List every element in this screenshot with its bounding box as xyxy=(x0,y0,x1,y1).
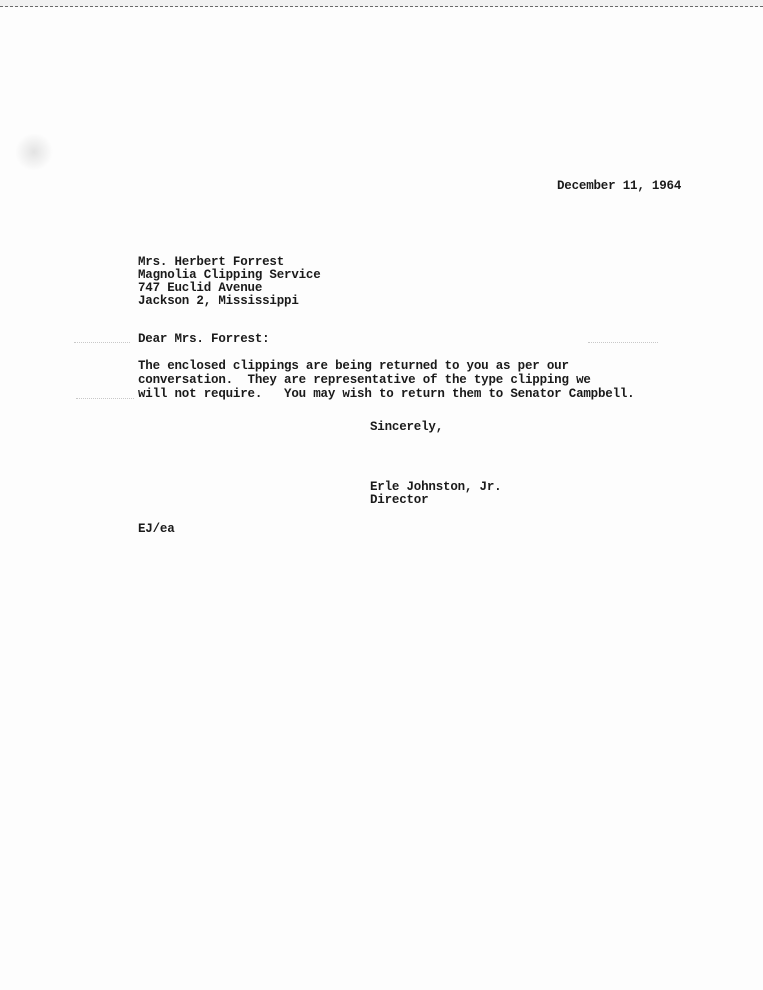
signer-title: Director xyxy=(370,493,429,507)
scan-mark xyxy=(588,342,658,343)
body-line: conversation. They are representative of the type clipping we xyxy=(138,373,591,387)
scan-smudge xyxy=(14,134,54,170)
body-line: will not require. You may wish to return them to Senator Campbell. xyxy=(138,387,635,401)
salutation: Dear Mrs. Forrest: xyxy=(138,332,270,346)
scan-mark xyxy=(74,342,130,343)
closing: Sincerely, xyxy=(370,420,444,434)
scan-mark xyxy=(76,398,134,399)
recipient-name: Mrs. Herbert Forrest xyxy=(138,255,285,269)
recipient-street: 747 Euclid Avenue xyxy=(138,281,263,295)
recipient-company: Magnolia Clipping Service xyxy=(138,268,321,282)
recipient-city: Jackson 2, Mississippi xyxy=(138,294,299,308)
body-line: The enclosed clippings are being returned to you as per our xyxy=(138,359,569,373)
letter-date: December 11, 1964 xyxy=(557,179,682,193)
signer-name: Erle Johnston, Jr. xyxy=(370,480,502,494)
page-top-edge xyxy=(0,0,763,7)
reference-initials: EJ/ea xyxy=(138,522,175,536)
